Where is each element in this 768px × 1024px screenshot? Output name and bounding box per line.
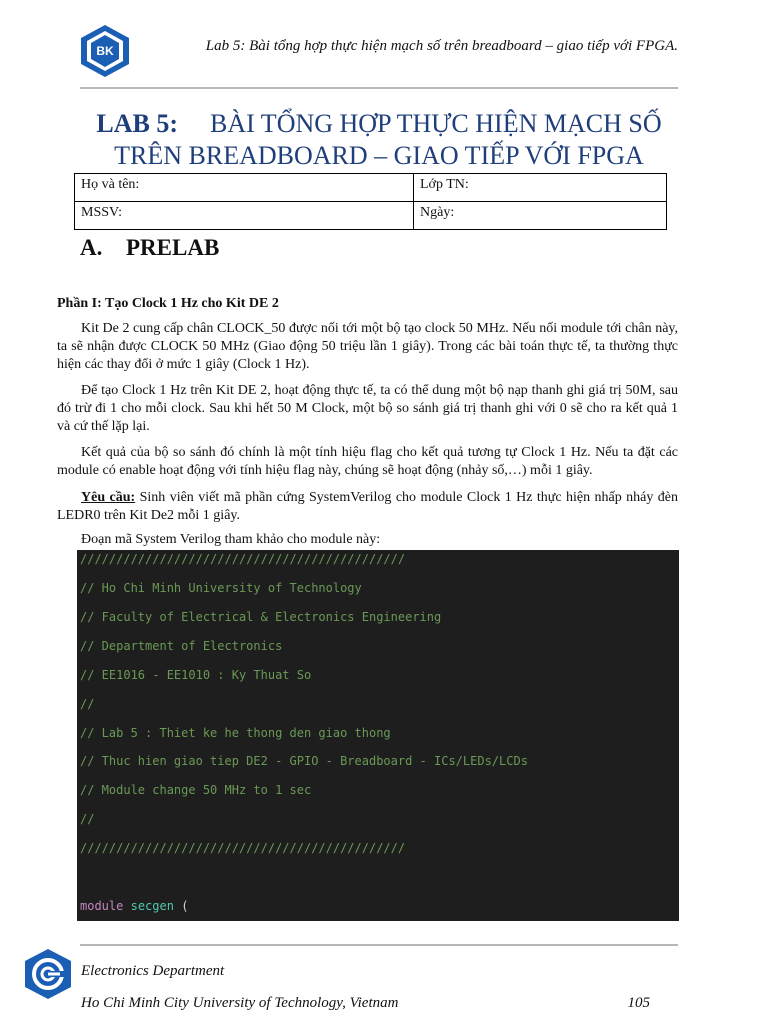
page-number: 105 [627,995,650,1011]
header-title: Lab 5: Bài tổng hợp thực hiện mạch số trên breadboard – giao tiếp với FPGA. [205,38,678,54]
electronics-department-logo [24,948,72,1000]
table-row [75,174,667,202]
code-module-name: secgen [130,899,174,913]
paragraph-clock50: Kit De 2 cung cấp chân CLOCK_50 được nối tới một bộ tạo clock 50 MHz. Nếu nối module tới chân này, ta sẽ nhận được CLOCK 50 MHz (Giao động 50 triệu lần 1 giây). Trong các bài toán thực tế, ta thường thực hiện các thay đổi ở mức 1 giây (Clock 1 Hz). [57,321,678,372]
lab-title-line2: TRÊN BREADBOARD – GIAO TIẾP VỚI FPGA [114,141,644,170]
section-title: PRELAB [126,235,220,260]
lab-number: LAB 5: [96,109,178,138]
requirement-text: Sinh viên viết mã phần cứng SystemVerilog cho module Clock 1 Hz thực hiện nhấp nháy đèn LEDR0 trên Kit De2 mỗi 1 giây. [57,490,678,523]
bk-logo-text: BK [96,44,114,58]
code-intro: Đoạn mã System Verilog tham khảo cho module này: [81,532,381,547]
code-comment-line: ///////////////////////////////////////////// [80,841,406,855]
code-paren: ( [181,899,189,913]
name-field-label: Họ và tên: [75,174,414,202]
paragraph-requirement [57,489,678,525]
code-comment-line: // [80,697,95,711]
code-comment-line: // EE1016 - EE1010 : Ky Thuat So [80,668,312,682]
code-comment-line: // Ho Chi Minh University of Technology [80,581,362,595]
paragraph-register: Để tạo Clock 1 Hz trên Kit DE 2, hoạt động thực tế, ta có thể dung một bộ nạp thanh ghi giá trị 50M, sau đó trừ đi 1 cho mỗi clock. Sau khi hết 50 M Clock, một bộ so sánh giá trị thanh ghi với 0 sẽ cho ra kết quả 1 và cứ thế lặp lại. [57,383,678,434]
code-comment-line: // Module change 50 MHz to 1 sec [80,783,312,797]
section-letter: A. [80,235,103,260]
student-info-table [74,173,667,230]
bk-university-logo [80,24,130,78]
section-heading [80,235,219,261]
code-comment-line: // Department of Electronics [80,639,283,653]
code-comment-line: ///////////////////////////////////////////// [80,552,406,566]
code-comment-line: // Lab 5 : Thiet ke he thong den giao thong [80,726,391,740]
code-module-line [80,899,188,913]
header-divider [80,87,678,89]
code-comment-line: // Faculty of Electrical & Electronics Engineering [80,610,442,624]
part-heading: Phần I: Tạo Clock 1 Hz cho Kit DE 2 [57,296,279,311]
footer-university: Ho Chi Minh City University of Technology, Vietnam [81,995,399,1011]
lab-title-line1: BÀI TỔNG HỢP THỰC HIỆN MẠCH SỐ [210,109,662,138]
code-keyword: module [80,899,124,913]
paragraph-flag: Kết quả của bộ so sánh đó chính là một tính hiệu flag cho kết quả tương tự Clock 1 Hz. Nếu ta đặt các module có enable hoạt động với tính hiệu flag này, chúng sẽ hoạt động (nhảy số,…) mỗi 1 giây. [57,445,678,478]
code-block [77,550,679,921]
code-comment-line: // Thuc hien giao tiep DE2 - GPIO - Breadboard - ICs/LEDs/LCDs [80,754,528,768]
table-row [75,202,667,230]
code-comment-line: // [80,812,95,826]
footer-divider [80,944,678,946]
student-id-field-label: MSSV: [75,202,414,230]
requirement-label: Yêu cầu: [81,490,136,505]
lab-title [80,108,678,172]
footer-department: Electronics Department [81,963,225,979]
date-field-label: Ngày: [414,202,667,230]
class-field-label: Lớp TN: [414,174,667,202]
